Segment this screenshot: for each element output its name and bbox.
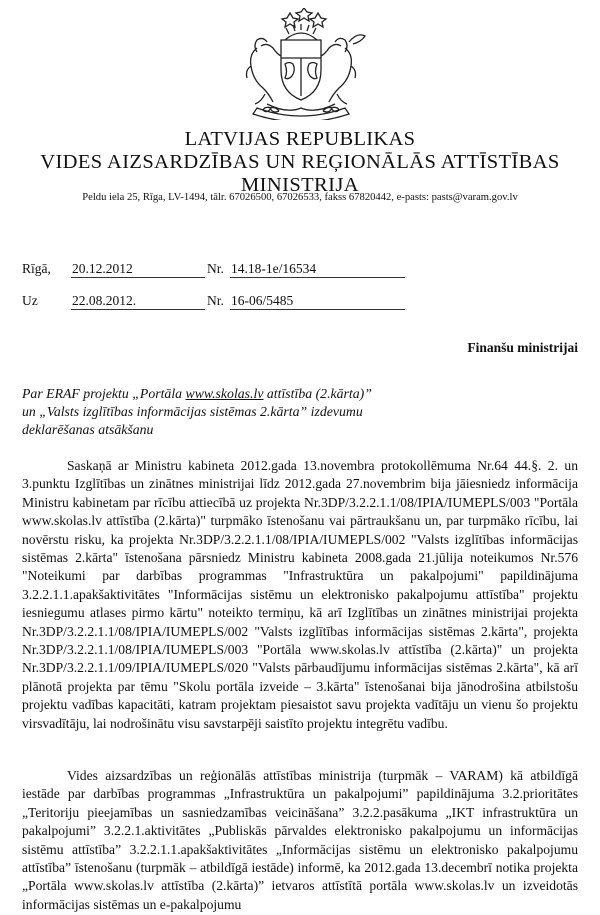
subject <box>22 385 402 439</box>
place-label: Rīgā, <box>22 261 51 276</box>
subject-part1: Par ERAF projektu „Portāla <box>22 386 186 401</box>
header-ministry: VIDES AIZSARDZĪBAS UN REĢIONĀLĀS ATTĪSTĪBAS MINISTRIJA <box>40 151 560 196</box>
subject-link[interactable]: www.skolas.lv <box>185 386 264 401</box>
nr-label: Nr. <box>207 261 224 276</box>
reply-nr-label: Nr. <box>207 293 224 308</box>
registry-row-reply <box>22 293 402 311</box>
subject-part2: attīstība (2.kārta)” <box>263 386 372 401</box>
subject-line3: deklarēšanas atsākšanu <box>22 422 154 437</box>
header-republic: LATVIJAS REPUBLIKAS <box>184 128 416 150</box>
body-paragraph-2: Vides aizsardzības un reģionālās attīstības ministrija (turpmāk – VARAM) kā atbildīgā iestāde par darbības programmas „Infrastruktūra un pakalpojumi” papildinājuma 3.2.prioritātes „Teritoriju pieejamības un sasniedzamības veicināšana” 3.2.2.pasākuma „IKT infrastruktūra un pakalpojumi” 3.2.2.1.aktivitātes „Publiskās pārvaldes elektronisko pakalpojumu un informācijas sistēmu attīstība” 3.2.2.1.1.apakšaktivitātes „Informācijas sistēmu un elektronisko pakalpojumu attīstība” īstenošanu (turpmāk – atbildīgā iestāde) informē, ka 2012.gada 13.decembrī notika projekta „Portāla www.skolas.lv attīstība (2.kārta)” ietvaros attīstītā portāla www.skolas.lv un izveidotās informācijas sistēmas un e-pakalpojumu <box>22 768 578 912</box>
registry-row-date <box>22 261 402 279</box>
reply-date: 22.08.2012. <box>71 293 205 310</box>
recipient: Finanšu ministrijai <box>467 340 578 355</box>
letter-number: 14.18-1e/16534 <box>230 261 405 278</box>
subject-line2: un „Valsts izglītības informācijas sistēmas 2.kārta” izdevumu <box>22 404 363 419</box>
letter-date: 20.12.2012 <box>71 261 205 278</box>
reply-label: Uz <box>22 293 38 308</box>
latvia-coat-of-arms-icon <box>227 8 375 120</box>
body-paragraph-1: Saskaņā ar Ministru kabineta 2012.gada 13.novembra protokollēmuma Nr.64 44.§. 2. un 3.punktu Izglītības un zinātnes ministrijai līdz 2012.gada 27.novembrim bija jāiesniedz informācija Ministru kabinetam par rīcību attiecībā uz projekta Nr.3DP/3.2.2.1.1/08/IPIA/IUMEPLS/003 "Portāla www.skolas.lv attīstība (2.kārta)" turpmāko īstenošanu vai pārtraukšanu un, par turpmāko rīcību, lai novērstu risku, ka projekta Nr.3DP/3.2.2.1.1/08/IPIA/IUMEPLS/002 "Valsts izglītības informācijas sistēmas 2.kārta" īstenošana pārsniedz Ministru kabineta 2008.gada 21.jūlija noteikumos Nr.576 "Noteikumi par darbības programmas "Infrastruktūra un pakalpojumi" papildinājuma 3.2.2.1.1.apakšaktivitātes "Informācijas sistēmu un elektronisko pakalpojumu attīstība" projektu iesniegumu atlases pirmo kārtu" noteikto termiņu, kā arī Izglītības un zinātnes ministrijai projekta Nr.3DP/3.2.2.1.1/08/IPIA/IUMEPLS/002 "Valsts izglītības informācijas sistēmas 2.kārta", projekta Nr.3DP/3.2.2.1.1/08/IPIA/IUMEPLS/003 "Portāla www.skolas.lv attīstība (2.kārta)" un projekta Nr.3DP/3.2.2.1.1/09/IPIA/IUMEPLS/020 "Valsts pārbaudījumu informācijas sistēmas 2.kārta", kā arī plānotā projekta par tēmu "Skolu portāla izveide – 3.kārta" īstenošanai bija jānodrošina atbilstošu projektu vadības kapacitāti, katram projektam piesaistot savu projekta vadītāju un vienu šo projektu virsvadītāju, lai nodrošinātu visu savstarpēji saistīto projektu integrētu vadību. <box>22 458 578 731</box>
header-address: Peldu iela 25, Rīga, LV-1494, tālr. 67026500, 67026533, fakss 67820442, e-pasts: pasts@varam.gov.lv <box>82 192 518 203</box>
reply-number: 16-06/5485 <box>230 293 405 310</box>
